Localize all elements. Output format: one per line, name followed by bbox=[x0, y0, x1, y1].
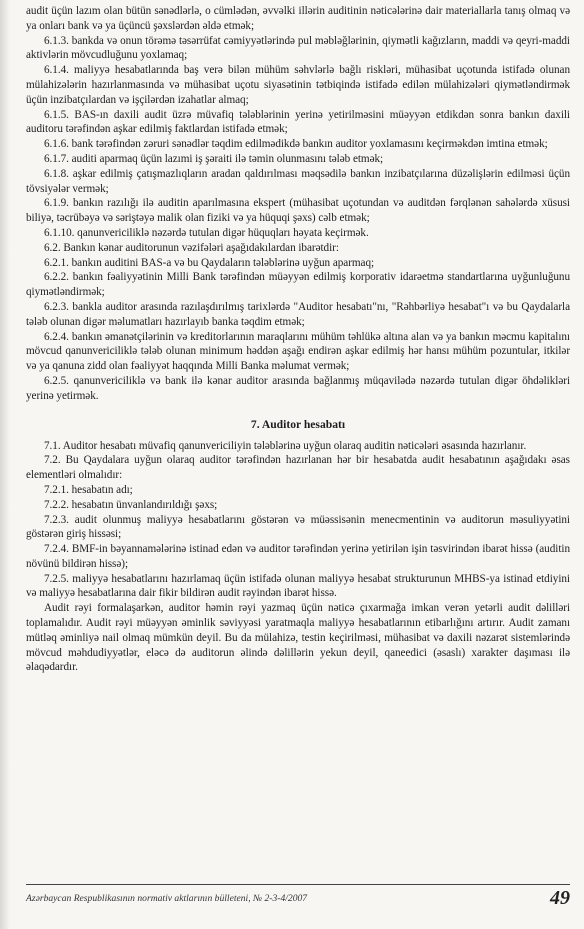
paragraph: 6.2.4. bankın əmanətçilərinin və kreditorlarının maraqlarını mühüm təhlükə altına alan və ya bankın məcmu kapitalını mövcud qanunvericiliklə tələb olunan minimum həddən aşağı endirən aşkar edilmiş hər hansı mühüm pozuntular, itkilər və ya qanuna zidd olan fəaliyyət haqqında Milli Banka məlumat vermək; bbox=[26, 330, 570, 373]
paragraph: 6.2. Bankın kənar auditorunun vəzifələri aşağıdakılardan ibarətdir: bbox=[44, 241, 339, 254]
paragraph: 6.1.5. BAS-ın daxili audit üzrə müvafiq tələblərinin yerinə yetirilməsini müəyyən etdikdən sonra bankın daxili auditoru tərəfindən aşkar edilmiş faktlardan istifadə etmək; bbox=[26, 108, 570, 136]
paragraph: 6.1.6. bank tərəfindən zəruri sənədlər təqdim edilmədikdə bankın auditor yoxlamasını keçirməkdən imtina etmək; bbox=[44, 138, 548, 151]
page-gutter-shadow bbox=[0, 0, 10, 929]
paragraph: 7.1. Auditor hesabatı müvafiq qanunvericiliyin tələblərinə uyğun olaraq auditin nəticələri əsasında hazırlanır. bbox=[44, 439, 527, 452]
footer-publication: Azərbaycan Respublikasının normativ aktlarının bülleteni, № 2-3-4/2007 bbox=[26, 893, 308, 904]
footer-divider bbox=[26, 884, 570, 885]
body-text-bottom bbox=[26, 439, 570, 676]
paragraph: 6.2.1. bankın auditini BAS-a və bu Qaydaların tələblərinə uyğun aparmaq; bbox=[44, 256, 375, 269]
paragraph: 7.2.1. hesabatın adı; bbox=[44, 483, 133, 496]
paragraph: 7.2.2. hesabatın ünvanlandırıldığı şəxs; bbox=[44, 498, 218, 511]
paragraph: 6.1.8. aşkar edilmiş çatışmazlıqların aradan qaldırılması məqsədilə bankın inzibatçılarına düzəlişlərin edilməsi üçün tövsiyələr vermək; bbox=[26, 167, 570, 195]
page-number: 49 bbox=[550, 887, 570, 909]
paragraph: 6.1.7. auditi aparmaq üçün lazımi iş şəraiti ilə təmin olunmasını tələb etmək; bbox=[44, 152, 384, 165]
paragraph: 7.2.4. BMF-in bəyannamələrinə istinad edən və auditor tərəfindən yerinə yetirilən işin təsvirindən ibarət hissə (auditin növünü bildirən hissə); bbox=[26, 543, 570, 570]
paragraph: 6.1.9. bankın razılığı ilə auditin aparılmasına ekspert (mühasibat uçotundan və auditdən fərqlənən sahələrdə xüsusi biliyə, təcrübəyə və səriştəyə malik olan fiziki və ya hüquqi şəxs) cəlb etmək; bbox=[26, 197, 570, 225]
paragraph: audit üçün lazım olan bütün sənədlərlə, o cümlədən, əvvəlki illərin auditinin nəticələrinə dair materiallarla tanış olmaq və ya onları bank və ya üçüncü şəxslərdən əldə etmək; bbox=[26, 5, 570, 32]
paragraph: 6.1.3. bankda və onun törəmə təsərrüfat cəmiyyətlərində pul məbləğlərinin, qiymətli kağızların, maddi və qeyri-maddi aktivlərin mövcudluğunu yoxlamaq; bbox=[26, 34, 570, 62]
paragraph: 6.1.10. qanunvericiliklə nəzərdə tutulan digər hüquqları həyata keçirmək. bbox=[44, 226, 369, 239]
section-title: 7. Auditor hesabatı bbox=[250, 417, 346, 431]
paragraph: 6.1.4. maliyyə hesabatlarında baş verə bilən mühüm səhvlərlə bağlı riskləri, mühasibat uçotunda istifadə olunan mülahizələrin hazırlanmasında və mühasibat uçotu siyasətinin tətbiqində istifadə edilən mülahizələri qiymətləndirmək üçün inzibatçılardan və işçilərdən izahatlar almaq; bbox=[26, 64, 570, 106]
paragraph: 7.2.5. maliyyə hesabatlarını hazırlamaq üçün istifadə olunan maliyyə hesabat strukturunun MHBS-ya istinad etdiyini və maliyyə hesabatlarına dair fikir bildirən audit rəyindən ibarət hissə. bbox=[26, 572, 570, 600]
document-page bbox=[26, 0, 570, 929]
paragraph: 7.2. Bu Qaydalara uyğun olaraq auditor tərəfindən hazırlanan hər bir hesabatda audit hesabatının aşağıdakı əsas elementləri olmalıdır: bbox=[26, 454, 570, 482]
paragraph: 6.2.3. bankla auditor arasında razılaşdırılmış tarixlərdə "Auditor hesabatı"nı, "Rəhbərliyə hesabat"ı və bu Qaydalarla tələb olunan digər məlumatları hazırlayıb banka təqdim etmək; bbox=[26, 300, 570, 328]
paragraph: 6.2.5. qanunvericiliklə və bank ilə kənar auditor arasında bağlanmış müqavilədə nəzərdə tutulan digər öhdəlikləri yerinə yetirmək. bbox=[26, 374, 570, 402]
paragraph: 6.2.2. bankın fəaliyyətinin Milli Bank tərəfindən müəyyən edilmiş korporativ idarəetmə standartlarına uyğunluğunu qiymətləndirmək; bbox=[26, 271, 570, 299]
paragraph: 7.2.3. audit olunmuş maliyyə hesabatlarını göstərən və müəssisənin menecmentinin və auditorun məsuliyyətini göstərən giriş hissəsi; bbox=[26, 513, 570, 541]
body-text-top bbox=[26, 4, 570, 404]
paragraph: Audit rəyi formalaşarkən, auditor həmin rəyi yazmaq üçün nəticə çıxarmağa imkan verən yetərli audit dəlilləri toplamalıdır. Audit rəyi müəyyən əminlik səviyyəsi yaratmaqla maliyyə hesabatlarının etibarlığını artırır. Audit zamanı mütləq əminliyə nail olmaq mümkün deyil. Bu da mülahizə, testin keçirilməsi, mühasibat və daxili nəzarət sistemlərində mövcud məhdudiyyətlər, eləcə də auditorun əlində dəlillərin yekun deyil, qaneedici (əsaslı) xarakter daşıması ilə əlaqədardır. bbox=[26, 602, 570, 674]
